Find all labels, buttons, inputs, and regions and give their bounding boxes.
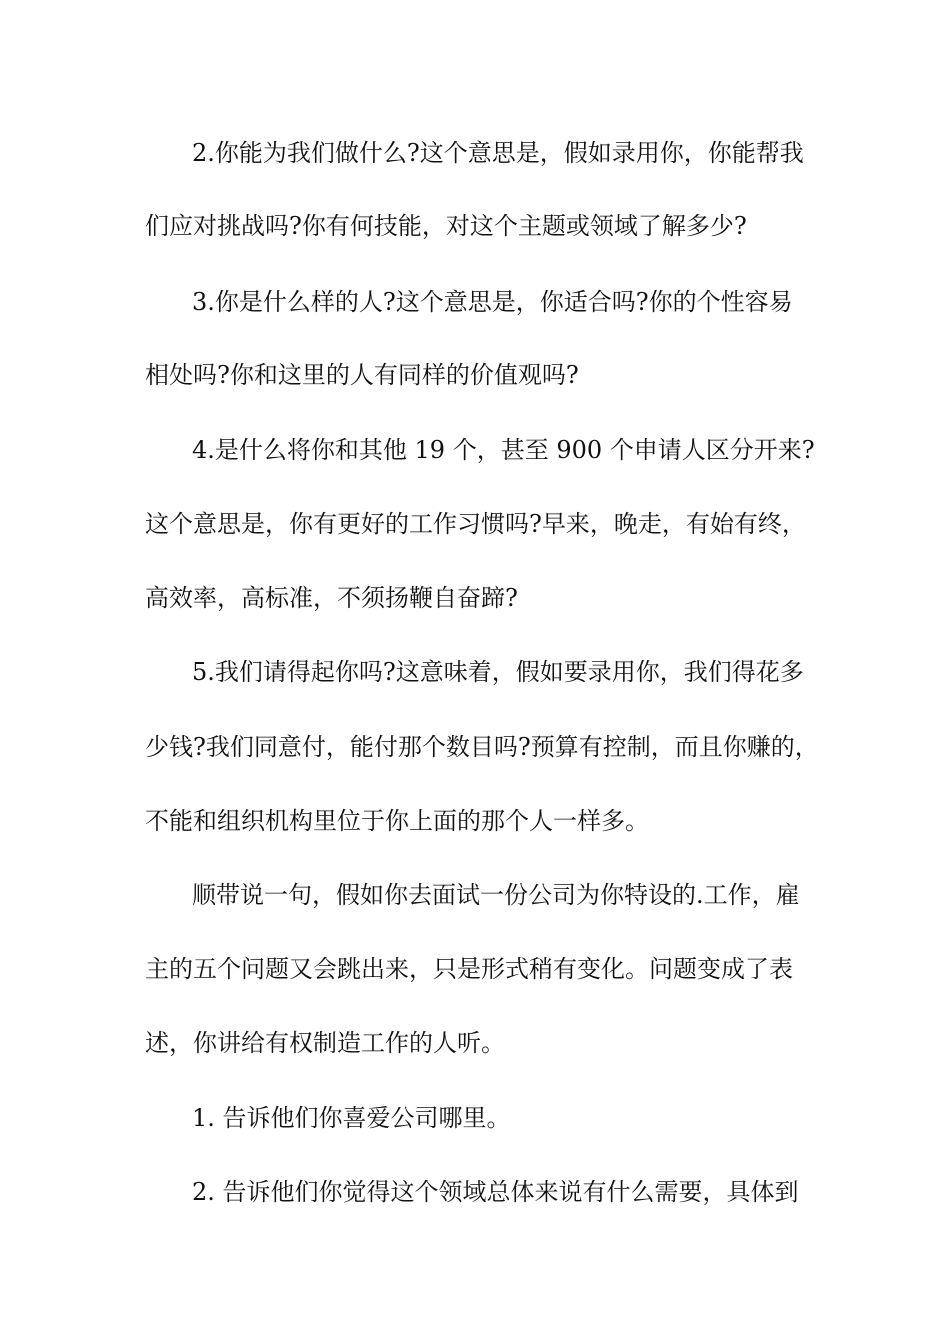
text-line: 主的五个问题又会跳出来，只是形式稍有变化。问题变成了表 <box>145 955 793 983</box>
text-line: 高效率，高标准，不须扬鞭自奋蹄? <box>145 584 518 612</box>
text-line: 4.是什么将你和其他 19 个，甚至 900 个申请人区分开来? <box>192 436 815 464</box>
text-line: 们应对挑战吗?你有何技能，对这个主题或领域了解多少? <box>145 212 747 240</box>
text-line: 1. 告诉他们你喜爱公司哪里。 <box>192 1104 511 1132</box>
text-line: 述，你讲给有权制造工作的人听。 <box>145 1029 505 1057</box>
text-line: 5.我们请得起你吗?这意味着，假如要录用你，我们得花多 <box>192 658 804 686</box>
text-line: 2. 告诉他们你觉得这个领域总体来说有什么需要，具体到 <box>192 1178 799 1206</box>
text-line: 这个意思是，你有更好的工作习惯吗?早来，晚走，有始有终， <box>145 510 806 538</box>
text-line: 3.你是什么样的人?这个意思是，你适合吗?你的个性容易 <box>192 288 793 316</box>
text-line: 少钱?我们同意付，能付那个数目吗?预算有控制，而且你赚的， <box>145 733 819 761</box>
text-line: 顺带说一句，假如你去面试一份公司为你特设的.工作，雇 <box>192 881 800 909</box>
text-line: 2.你能为我们做什么?这个意思是，假如录用你，你能帮我 <box>192 139 804 167</box>
text-line: 相处吗?你和这里的人有同样的价值观吗? <box>145 361 579 389</box>
text-line: 不能和组织机构里位于你上面的那个人一样多。 <box>145 807 649 835</box>
